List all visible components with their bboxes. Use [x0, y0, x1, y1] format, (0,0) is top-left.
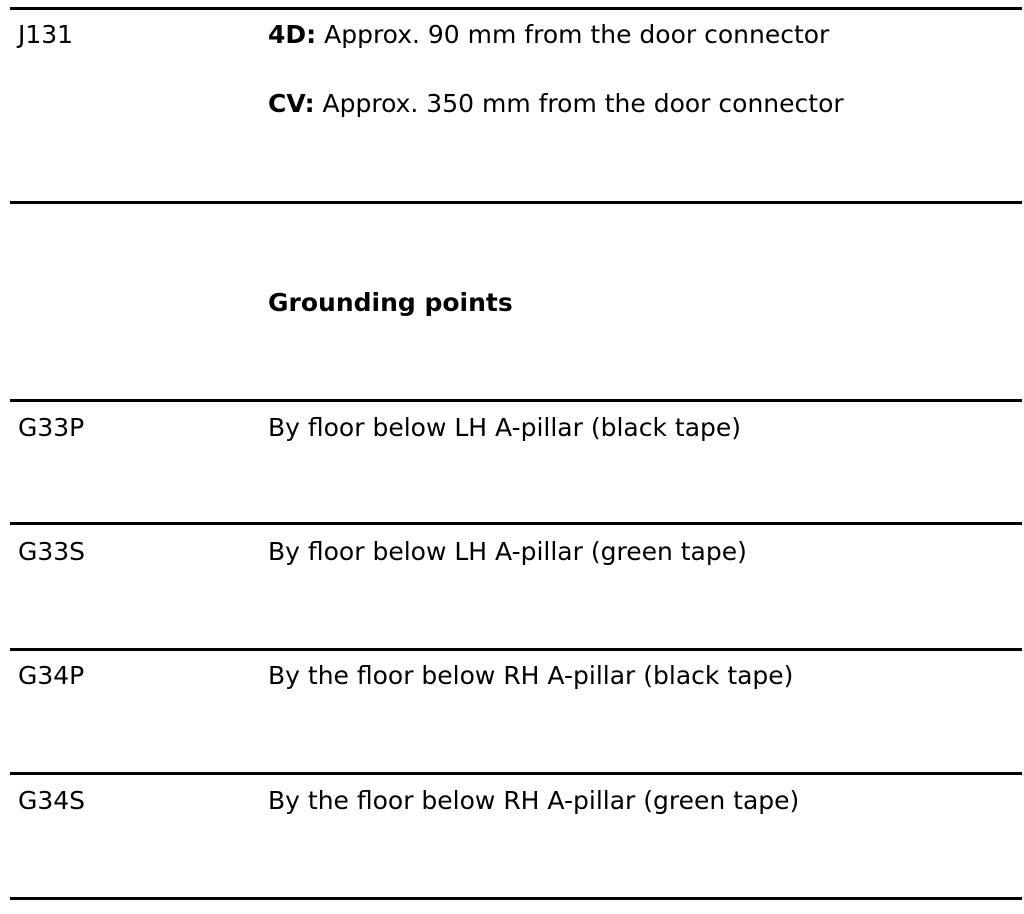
- note-text: Approx. 350 mm from the door connector: [314, 89, 844, 118]
- grounding-description: By floor below LH A-pillar (green tape): [268, 537, 747, 566]
- connector-note-cv: [268, 89, 844, 119]
- note-text: Approx. 90 mm from the door connector: [316, 20, 830, 49]
- table-rule: [10, 897, 1022, 900]
- connector-note-4d: [268, 20, 829, 50]
- section-heading: Grounding points: [268, 288, 513, 317]
- note-label: 4D:: [268, 20, 317, 49]
- connector-code: J131: [18, 20, 74, 49]
- grounding-code: G33S: [18, 537, 86, 566]
- grounding-description: By the floor below RH A-pillar (green tape): [268, 786, 800, 815]
- grounding-description: By floor below LH A-pillar (black tape): [268, 413, 742, 442]
- table-rule: [10, 399, 1022, 402]
- note-label: CV:: [268, 89, 315, 118]
- table-rule: [10, 201, 1022, 204]
- table-rule: [10, 772, 1022, 775]
- table-rule: [10, 522, 1022, 525]
- table-rule: [10, 648, 1022, 651]
- table-rule: [10, 7, 1022, 10]
- grounding-code: G34S: [18, 786, 86, 815]
- grounding-code: G33P: [18, 413, 85, 442]
- grounding-description: By the floor below RH A-pillar (black tape): [268, 661, 794, 690]
- grounding-code: G34P: [18, 661, 85, 690]
